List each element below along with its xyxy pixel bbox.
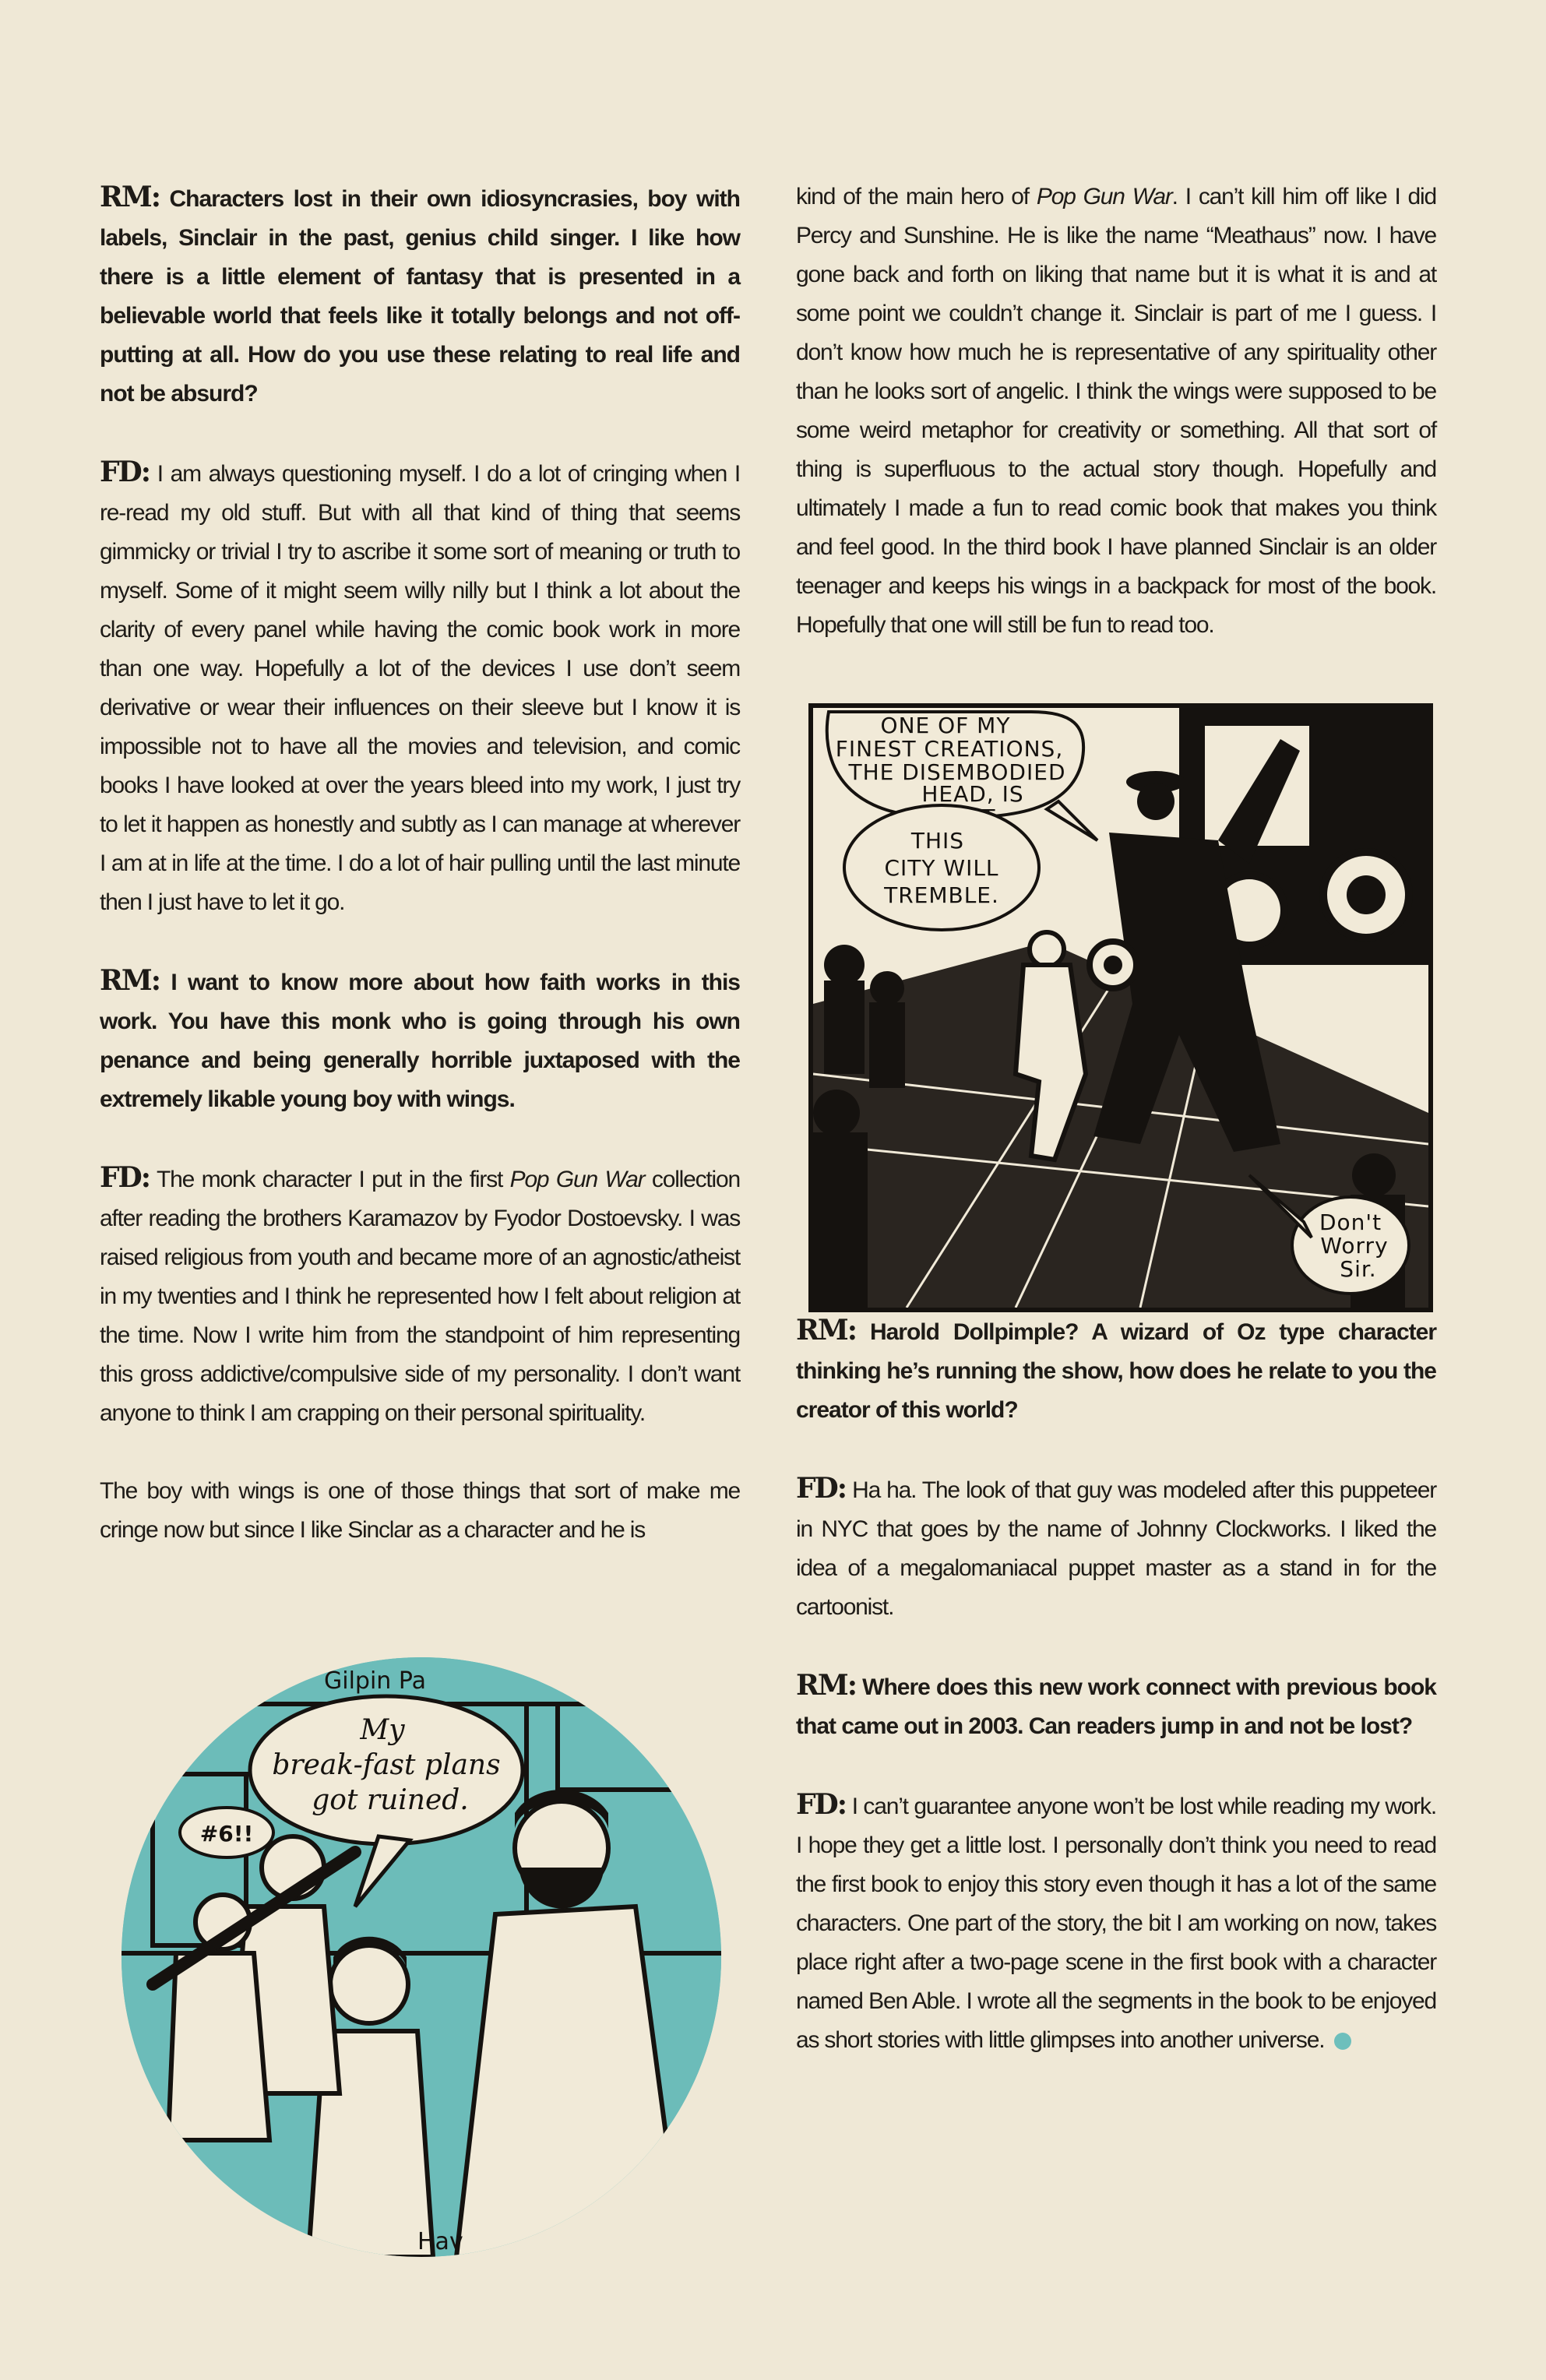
balloon-second-line-2: CITY WILL <box>884 855 999 881</box>
book-title: Pop Gun War <box>1036 184 1172 209</box>
answer-1-text: I am always questioning myself. I do a lot of cringing when I re-read my old stuff. But with all that kind of thing that seems gimmicky or trivial I try to ascribe it some sort of meaning or truth to myself. Some of it might seem willy nilly but I think a lot about the clarity of every panel while having the comic book work in more than one way. Hopefully a lot of the devices I use don’t seem derivative or wear their influences on their sleeve but I know it is impossible not to have all the movies and television, and comic books I have looked at over the years bleed into my work, I just try to let it happen as honestly and subtly as I can manage at wherever I am at in life at the time. I do a lot of hair pulling until the last minute then I just have to let it go. <box>100 461 740 915</box>
circle-balloon-line-3: got ruined. <box>312 1784 469 1816</box>
interviewer-tag: RM: <box>100 181 160 213</box>
answer-2-text-after: collection after reading the brothers Karamazov by Fyodor Dostoevsky. I was raised religious from youth and became more of an agnostic/atheist in my twenties and I think he represented how I felt about religion at the time. Now I write him from the standpoint of him representing this gross addictive/compulsive side of my personality. I don’t want anyone to think I am crapping on their personal spirituality. <box>100 1167 740 1426</box>
answer-1 <box>100 452 740 922</box>
left-column <box>100 178 740 1589</box>
artist-tag: FD: <box>100 1161 150 1194</box>
balloon-main-line-1: ONE OF MY <box>880 713 1011 738</box>
answer-3 <box>796 1469 1436 1627</box>
answer-2c-text-after: . I can’t kill him off like I did Percy and Sunshine. He is like the name “Meathaus” now. I have gone back and forth on liking that name but it is what it is and at some point we couldn’t change it. Sinclair is part of me I guess. I don’t know how much he is representative of any spirituality other than he looks sort of angelic. I think the wings were supposed to be some weird metaphor for creativity or something. All that sort of thing is superfluous to the actual story though. Hopefully and ultimately I made a fun to read comic book that makes you think and feel good. In the third book I have planned Sinclair is an older teenager and keeps his wings in a backpack for most of the book. Hopefully that one will still be fun to read too. <box>796 184 1436 638</box>
answer-2-continued <box>100 1472 740 1550</box>
artist-tag: FD: <box>100 456 150 488</box>
sign-top: Gilpin Pa <box>324 1667 426 1695</box>
artist-tag: FD: <box>796 1472 847 1505</box>
balloon-small-line-2: Worry <box>1320 1233 1389 1259</box>
balloon-main-line-3: THE DISEMBODIED <box>848 759 1066 785</box>
comic-panel-art <box>813 708 1428 1308</box>
question-3-text: Harold Dollpimple? A wizard of Oz type character thinking he’s running the show, how does he relate to you the creator of this world? <box>796 1319 1436 1423</box>
answer-2 <box>100 1158 740 1433</box>
interviewer-tag: RM: <box>796 1314 857 1347</box>
question-4 <box>796 1666 1436 1746</box>
sign-bottom: Hav <box>417 2228 463 2255</box>
circle-small-balloon: #6!! <box>199 1821 254 1847</box>
balloon-second-line-3: TREMBLE. <box>884 882 999 908</box>
circle-illustration-art <box>121 1657 721 2257</box>
artist-tag: FD: <box>796 1788 847 1821</box>
answer-4 <box>796 1785 1436 2060</box>
end-mark-dot <box>1334 2033 1351 2050</box>
question-1 <box>100 178 740 414</box>
circle-balloon-line-1: My <box>360 1714 405 1746</box>
answer-4-text: I can’t guarantee anyone won’t be lost while reading my work. I hope they get a little lost. I personally don’t think you need to read the first book to enjoy this story even though it has a lot of the same characters. One part of the story, the bit I am working on now, takes place right after a two-page scene in the first book with a character named Ben Able. I wrote all the segments in the book to be enjoyed as short stories with little glimpses into another universe. <box>796 1794 1436 2053</box>
question-2 <box>100 961 740 1119</box>
balloon-small-line-1: Don't <box>1319 1209 1382 1235</box>
question-2-text: I want to know more about how faith works in this work. You have this monk who is going through his own penance and being generally horrible juxtaposed with the extremely likable young boy with wings. <box>100 970 740 1112</box>
question-1-text: Characters lost in their own idiosyncrasies, boy with labels, Sinclair in the past, genius child singer. I like how there is a little element of fantasy that is presented in a believable world that feels like it totally belongs and not off-putting at all. How do you use these relating to real life and not be absurd? <box>100 186 740 407</box>
answer-3-text: Ha ha. The look of that guy was modeled after this puppeteer in NYC that goes by the name of Johnny Clockworks. I liked the idea of a megalomaniacal puppet master as a stand in for the cartoonist. <box>796 1477 1436 1620</box>
interviewer-tag: RM: <box>796 1669 857 1702</box>
answer-2-continued-right <box>796 178 1436 645</box>
balloon-main-line-4: HEAD, IS <box>921 781 1024 807</box>
balloon-small-line-3: Sir. <box>1340 1256 1377 1282</box>
book-title: Pop Gun War <box>509 1167 645 1192</box>
comic-panel <box>808 703 1433 1312</box>
question-4-text: Where does this new work connect with previous book that came out in 2003. Can readers jump in and not be lost? <box>796 1674 1436 1739</box>
circle-balloon-line-2: break-fast plans <box>272 1749 501 1781</box>
interviewer-tag: RM: <box>100 964 160 997</box>
balloon-main-line-2: FINEST CREATIONS, <box>835 736 1064 762</box>
balloon-second-line-1: THIS <box>910 828 965 854</box>
answer-2c-text-before: kind of the main hero of <box>796 184 1029 209</box>
circle-illustration <box>121 1657 721 2257</box>
answer-2-text-before: The monk character I put in the first <box>157 1167 503 1192</box>
answer-2b-text: The boy with wings is one of those things that sort of make me cringe now but since I like Sinclar as a character and he is <box>100 1478 740 1543</box>
question-3 <box>796 1311 1436 1430</box>
